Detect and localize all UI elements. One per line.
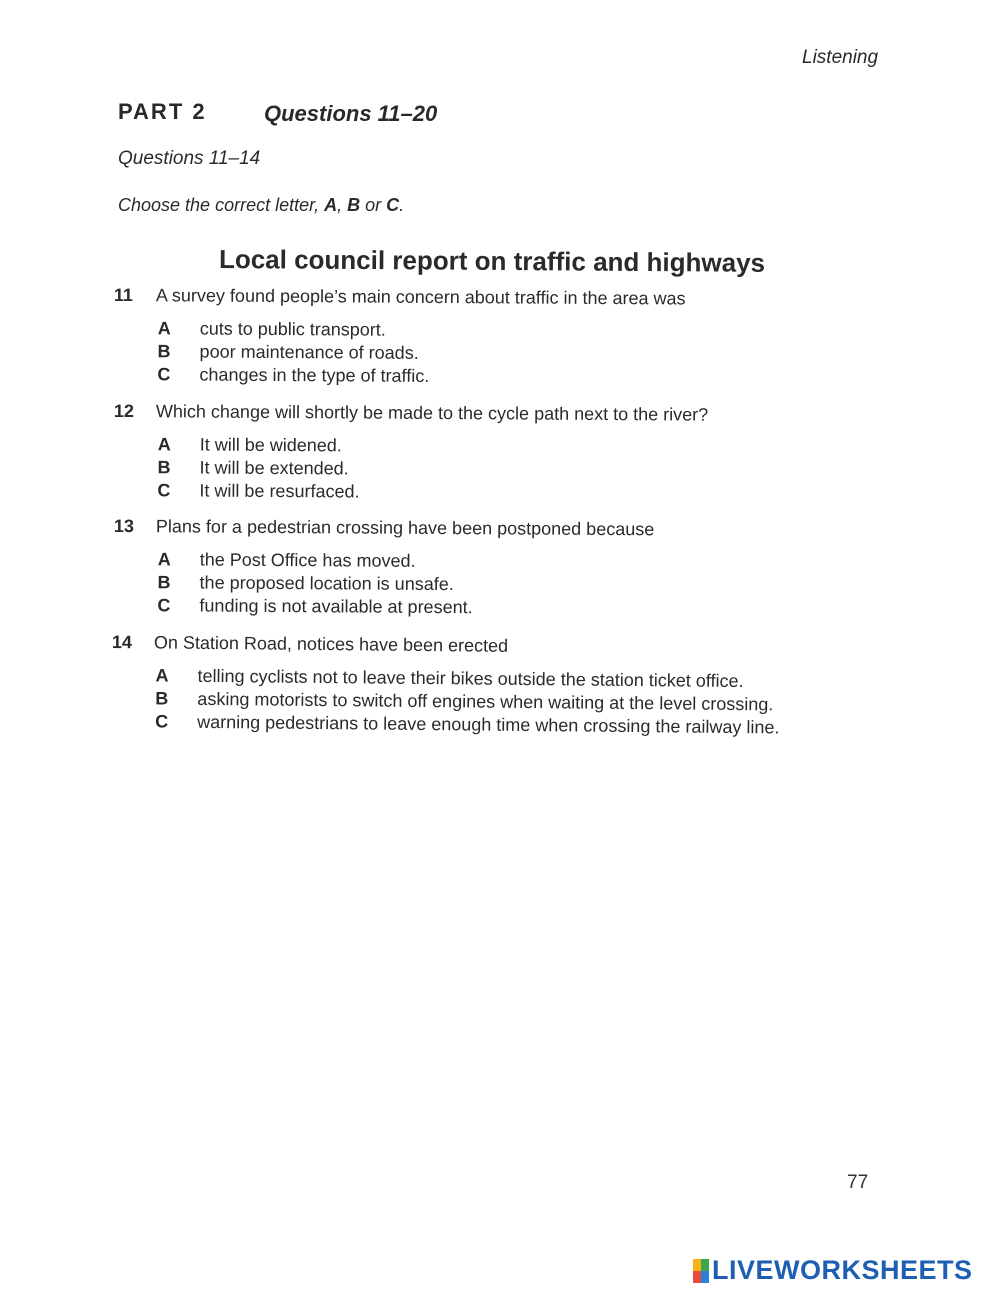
question-number: 11 — [113, 285, 134, 306]
option-letter: A — [157, 549, 171, 570]
question-number: 14 — [111, 632, 133, 653]
option-text: warning pedestrians to leave enough time when crossing the railway line. — [197, 711, 780, 738]
question-text: Which change will shortly be made to the cycle path next to the river? — [155, 401, 709, 425]
option-text: funding is not available at present. — [199, 595, 473, 618]
option-text: the proposed location is unsafe. — [199, 572, 454, 595]
report-title: Local council report on traffic and highways — [218, 244, 766, 278]
instruction — [118, 195, 404, 216]
option-text: telling cyclists not to leave their bikes outside the station ticket office. — [197, 665, 744, 692]
option-c[interactable] — [113, 480, 853, 508]
option-text: poor maintenance of roads. — [199, 341, 419, 363]
question-text: Plans for a pedestrian crossing have been postponed because — [155, 516, 655, 540]
option-letter: A — [155, 665, 169, 686]
option-c[interactable] — [113, 595, 853, 623]
logo-tile-1 — [693, 1259, 701, 1271]
option-letter: B — [157, 572, 171, 593]
option-letter: C — [157, 364, 171, 385]
instruction-period: . — [399, 195, 405, 215]
option-list — [113, 318, 853, 392]
instruction-letter-b: B — [347, 195, 361, 215]
instruction-letter-c: C — [386, 195, 400, 215]
instruction-prefix: Choose the correct letter, — [118, 195, 325, 215]
option-letter: B — [157, 341, 171, 362]
question-stem — [114, 516, 854, 547]
option-text: asking motorists to switch off engines when waiting at the level crossing. — [197, 688, 774, 715]
instruction-letter-a: A — [324, 195, 338, 215]
logo-tile-3 — [693, 1271, 701, 1283]
option-text: cuts to public transport. — [199, 318, 386, 340]
option-text: It will be resurfaced. — [199, 480, 360, 502]
question-text: On Station Road, notices have been erected — [153, 632, 509, 656]
option-text: It will be extended. — [199, 457, 349, 479]
liveworksheets-logo-icon — [693, 1259, 709, 1283]
option-letter: A — [157, 318, 171, 339]
instruction-or: or — [360, 195, 387, 215]
option-letter: B — [157, 457, 171, 478]
page-number: 77 — [847, 1172, 869, 1193]
question-number: 12 — [113, 401, 135, 422]
option-letter: C — [155, 711, 169, 732]
option-list — [111, 665, 872, 741]
question-14 — [111, 632, 872, 741]
question-stem — [114, 285, 854, 316]
question-number: 13 — [113, 516, 135, 537]
question-stem — [112, 632, 872, 665]
question-range-heading: Questions 11–20 — [264, 101, 438, 126]
option-list — [113, 549, 853, 623]
subsection-range: Questions 11–14 — [118, 148, 261, 169]
option-c[interactable] — [113, 364, 853, 392]
question-stem — [114, 401, 854, 432]
option-text: the Post Office has moved. — [199, 549, 416, 571]
option-letter: C — [157, 595, 171, 616]
section-label: Listening — [802, 47, 879, 68]
option-letter: A — [157, 434, 171, 455]
part-heading: PART 2 — [118, 99, 207, 124]
option-text: changes in the type of traffic. — [199, 364, 430, 386]
question-11 — [113, 285, 854, 392]
liveworksheets-logo — [693, 1255, 973, 1286]
option-letter: B — [155, 688, 169, 709]
logo-tile-2 — [701, 1259, 709, 1271]
option-letter: C — [157, 480, 171, 501]
option-list — [113, 434, 853, 508]
logo-tile-4 — [701, 1271, 709, 1283]
option-text: It will be widened. — [199, 434, 342, 456]
liveworksheets-wordmark: LIVEWORKSHEETS — [712, 1255, 973, 1285]
instruction-comma: , — [337, 195, 348, 215]
question-13 — [113, 516, 854, 623]
question-12 — [113, 401, 854, 508]
question-text: A survey found people’s main concern about traffic in the area was — [155, 285, 686, 309]
